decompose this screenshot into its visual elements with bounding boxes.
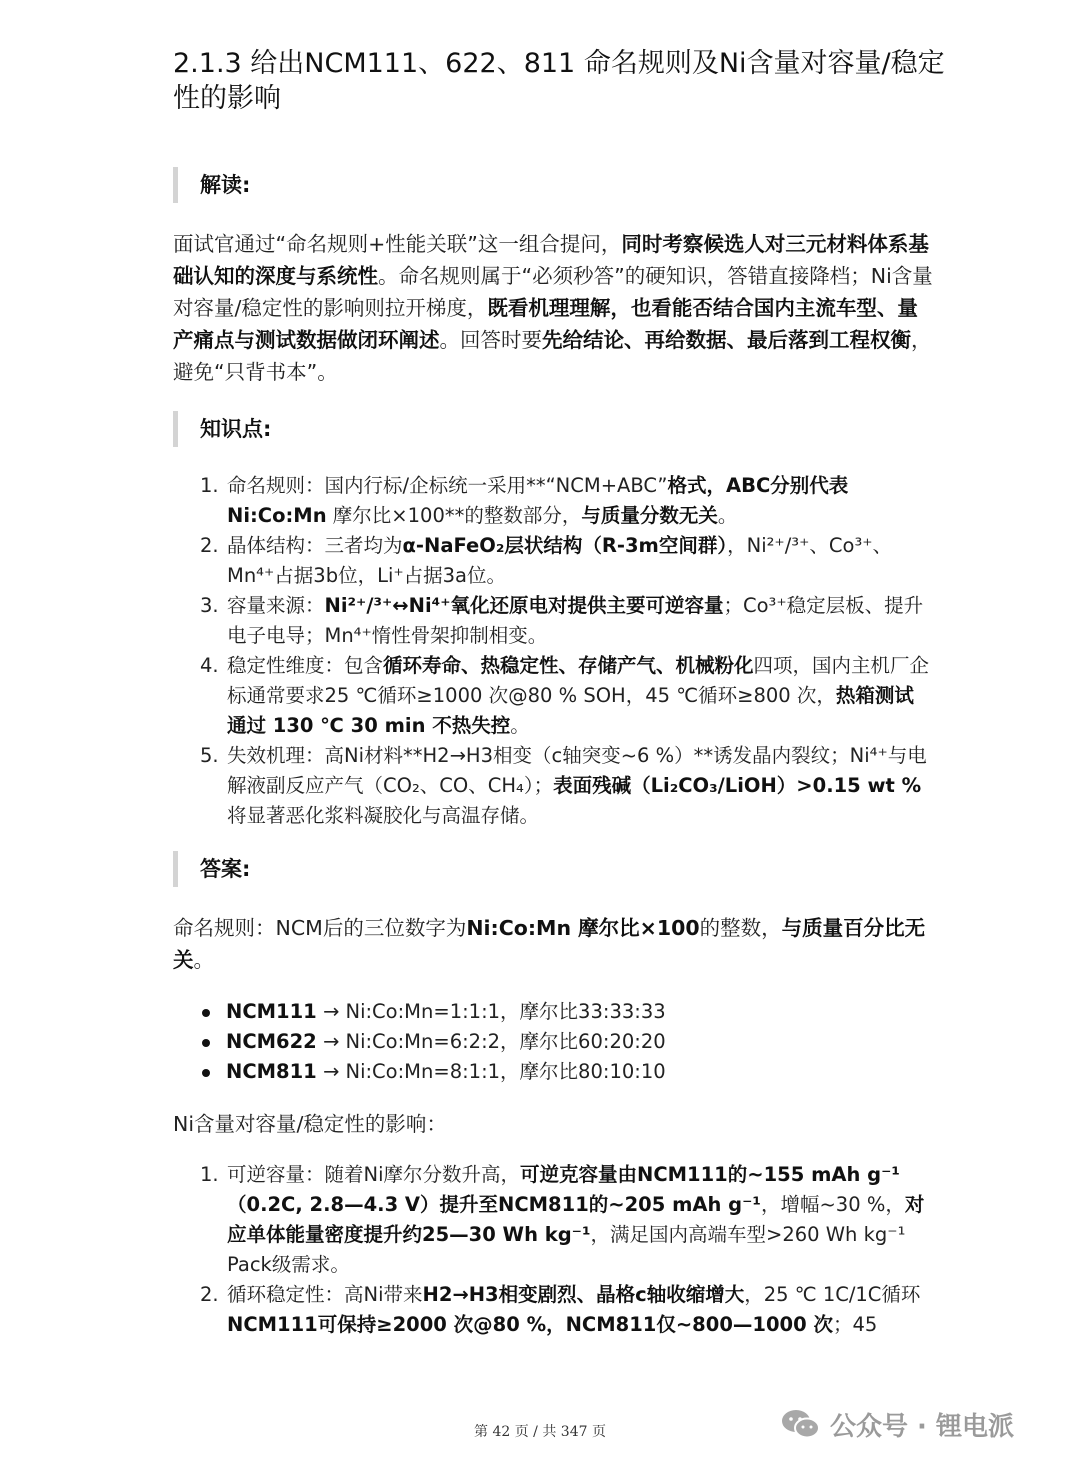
list-item: 1. 命名规则：国内行标/企标统一采用**“NCM+ABC”格式，ABC分别代表Ni:Co:Mn 摩尔比×100**的整数部分，与质量分数无关。	[200, 474, 849, 527]
bullet-icon	[202, 1009, 210, 1017]
watermark-text: 公众号 · 锂电派	[830, 1411, 1014, 1442]
ni-effects-list	[200, 1160, 930, 1340]
list-item: NCM811 → Ni:Co:Mn=8:1:1，摩尔比80:10:10	[200, 1057, 920, 1087]
page-number: 第 42 页 / 共 347 页	[474, 1424, 606, 1440]
knowledge-heading: 知识点:	[173, 411, 271, 447]
list-item: 2. 循环稳定性：高Ni带来H2→H3相变剧烈、晶格c轴收缩增大，25 ℃ 1C/1C循环NCM111可保持≥2000 次@80 %，NCM811仅~800—1000 次；45	[200, 1283, 921, 1336]
watermark	[780, 1400, 1014, 1448]
interpretation-paragraph: 面试官通过“命名规则+性能关联”这一组合提问，同时考察候选人对三元材料体系基础认知的深度与系统性。命名规则属于“必须秒答”的硬知识，答错直接降档；Ni含量对容量/稳定性的影响则拉开梯度，既看机理理解，也看能否结合国内主流车型、量产痛点与测试数据做闭环阐述。回答时要先给结论、再给数据、最后落到工程权衡，避免“只背书本”。	[173, 232, 933, 384]
list-item: 3. 容量来源：Ni²⁺/³⁺↔Ni⁴⁺氧化还原电对提供主要可逆容量；Co³⁺稳定层板、提升电子电导；Mn⁴⁺惰性骨架抑制相变。	[200, 594, 924, 647]
naming-examples-list	[200, 997, 920, 1087]
list-item: 4. 稳定性维度：包含循环寿命、热稳定性、存储产气、机械粉化四项，国内主机厂企标通常要求25 ℃循环≥1000 次@80 % SOH，45 ℃循环≥800 次，热箱测试通过 130 ℃ 30 min 不热失控。	[200, 654, 930, 737]
section-title: 2.1.3 给出NCM111、622、811 命名规则及Ni含量对容量/稳定性的影响	[173, 48, 945, 114]
bullet-icon	[202, 1069, 210, 1077]
list-item: 5. 失效机理：高Ni材料**H2→H3相变（c轴突变~6 %）**诱发晶内裂纹；Ni⁴⁺与电解液副反应产气（CO₂、CO、CH₄）；表面残碱（Li₂CO₃/LiOH）>0.15 wt % 将显著恶化浆料凝胶化与高温存储。	[200, 744, 927, 827]
knowledge-list	[200, 471, 930, 831]
ni-effect-heading: Ni含量对容量/稳定性的影响：	[173, 1112, 447, 1136]
wechat-icon	[780, 1406, 822, 1442]
list-item: NCM622 → Ni:Co:Mn=6:2:2，摩尔比60:20:20	[200, 1027, 920, 1057]
list-item: 2. 晶体结构：三者均为α‑NaFeO₂层状结构（R‑3m空间群），Ni²⁺/³⁺、Co³⁺、Mn⁴⁺占据3b位，Li⁺占据3a位。	[200, 534, 893, 587]
bullet-icon	[202, 1039, 210, 1047]
interpretation-heading: 解读:	[173, 167, 250, 203]
answer-heading: 答案:	[173, 851, 250, 887]
naming-rule-paragraph: 命名规则：NCM后的三位数字为Ni:Co:Mn 摩尔比×100的整数，与质量百分比无关。	[173, 916, 926, 972]
list-item: NCM111 → Ni:Co:Mn=1:1:1，摩尔比33:33:33	[200, 997, 920, 1027]
list-item: 1. 可逆容量：随着Ni摩尔分数升高，可逆克容量由NCM111的~155 mAh g⁻¹（0.2C, 2.8—4.3 V）提升至NCM811的~205 mAh g⁻¹，增幅~30 %，对应单体能量密度提升约25—30 Wh kg⁻¹，满足国内高端车型>260 Wh kg⁻¹ Pack级需求。	[200, 1163, 925, 1276]
